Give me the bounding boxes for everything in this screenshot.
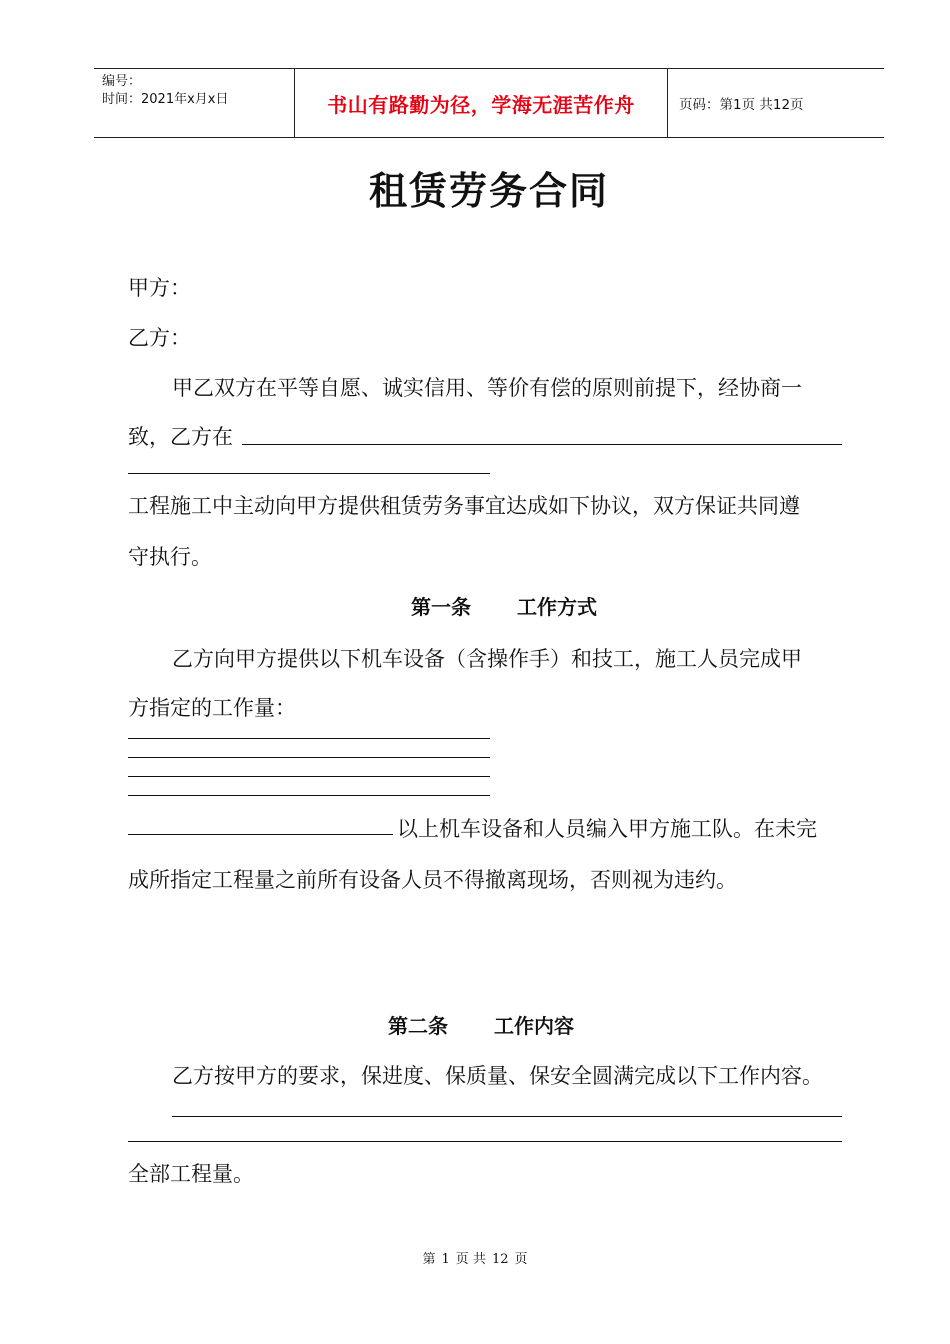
number-label: 编号： bbox=[102, 74, 142, 89]
footer-prefix: 第 bbox=[422, 1252, 436, 1267]
footer-page: 1 bbox=[441, 1252, 450, 1267]
work-content-blank-2 bbox=[128, 1141, 842, 1142]
equipment-blank-5 bbox=[128, 834, 393, 835]
time-label: 时间：2021年x月x日 bbox=[102, 92, 229, 107]
footer-suffix: 页 bbox=[514, 1252, 528, 1267]
article-1-line-4: 成所指定工程量之前所有设备人员不得撤离现场，否则视为违约。 bbox=[128, 868, 737, 892]
article-2-number: 第二条 bbox=[388, 1014, 448, 1038]
equipment-blank-4 bbox=[128, 795, 490, 796]
article-1-title: 工作方式 bbox=[517, 595, 597, 619]
equipment-blank-2 bbox=[128, 757, 490, 758]
equipment-blank-3 bbox=[128, 776, 490, 777]
intro-line-1: 甲乙双方在平等自愿、诚实信用、等价有偿的原则前提下，经协商一 bbox=[172, 376, 802, 400]
article-1-line-1: 乙方向甲方提供以下机车设备（含操作手）和技工，施工人员完成甲 bbox=[172, 647, 802, 671]
document-header bbox=[94, 68, 884, 138]
header-motto-cell bbox=[295, 69, 668, 137]
header-meta-cell bbox=[94, 69, 295, 137]
intro-line-2: 致，乙方在 bbox=[128, 425, 233, 449]
article-2-line-2: 全部工程量。 bbox=[128, 1162, 254, 1186]
motto-text: 书山有路勤为径，学海无涯苦作舟 bbox=[327, 92, 635, 117]
article-1-line-2: 方指定的工作量： bbox=[128, 696, 296, 720]
project-name-blank bbox=[242, 444, 842, 445]
page-footer bbox=[0, 1248, 950, 1267]
document-title: 租赁劳务合同 bbox=[368, 168, 609, 213]
article-2-heading bbox=[388, 1010, 574, 1039]
article-2-title: 工作内容 bbox=[494, 1014, 574, 1038]
article-1-line-3: 以上机车设备和人员编入甲方施工队。在未完 bbox=[397, 817, 817, 841]
article-2-line-1: 乙方按甲方的要求，保进度、保质量、保安全圆满完成以下工作内容。 bbox=[172, 1064, 823, 1088]
project-name-blank-2 bbox=[128, 473, 490, 474]
header-page-info: 页码：第1页 共12页 bbox=[679, 97, 804, 113]
equipment-blank-1 bbox=[128, 738, 490, 739]
party-a-label: 甲方： bbox=[128, 276, 191, 300]
party-b-label: 乙方： bbox=[128, 326, 191, 350]
article-1-heading bbox=[411, 591, 597, 620]
intro-line-3: 工程施工中主动向甲方提供租赁劳务事宜达成如下协议，双方保证共同遵 bbox=[128, 494, 800, 518]
article-1-number: 第一条 bbox=[411, 595, 471, 619]
footer-mid: 页 共 bbox=[455, 1252, 486, 1267]
work-content-blank-1 bbox=[172, 1116, 842, 1117]
footer-total: 12 bbox=[491, 1252, 509, 1267]
intro-line-4: 守执行。 bbox=[128, 545, 212, 569]
